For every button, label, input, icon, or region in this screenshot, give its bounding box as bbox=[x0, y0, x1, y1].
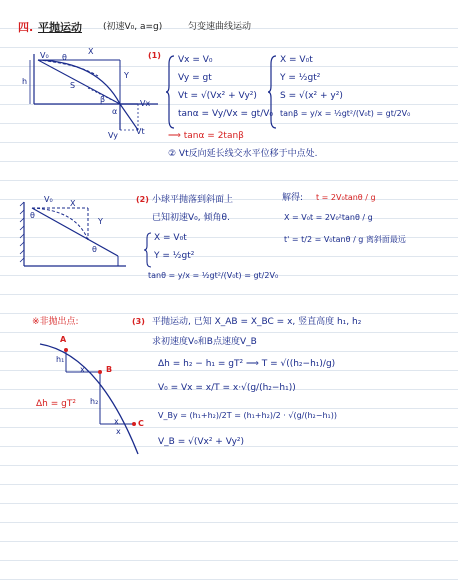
block2-line-1: 小球平抛落到斜面上 bbox=[152, 195, 234, 205]
block2-tag: (2) bbox=[136, 195, 149, 204]
fig3-h2-label: h₂ bbox=[90, 397, 99, 406]
brace-icon bbox=[166, 54, 176, 130]
block2-solve-t: t = 2V₀tanθ / g bbox=[316, 193, 376, 202]
velocity-eq-1: Vx = V₀ bbox=[178, 55, 213, 65]
fig1-beta-label: β bbox=[100, 95, 106, 104]
block2-eq-1: X = V₀t bbox=[154, 233, 187, 243]
velocity-eq-4: tanα = Vy/Vx = gt/V₀ bbox=[178, 109, 274, 119]
fig1-y-label: Y bbox=[124, 71, 129, 80]
block1-note-1: ⟹ tanα = 2tanβ bbox=[168, 131, 244, 141]
block3-side-eq: Δh = gT² bbox=[36, 399, 76, 409]
fig1-vy-label: Vy bbox=[108, 131, 118, 140]
fig3-h1-label: h₁ bbox=[56, 355, 65, 364]
block3-eq-3: V_By = (h₁+h₂)/2T = (h₁+h₂)/2 · √(g/(h₂−h₁)) bbox=[158, 411, 337, 420]
block3-eq-4: V_B = √(Vx² + Vy²) bbox=[158, 437, 245, 447]
fig3-x1-label: x bbox=[80, 365, 85, 374]
fig1-x-label: X bbox=[88, 47, 94, 56]
fig2-theta2-label: θ bbox=[92, 245, 97, 254]
block2-solve-t2: t' = t/2 = V₀tanθ / g 离斜面最远 bbox=[284, 235, 406, 244]
disp-eq-2: Y = ½gt² bbox=[280, 73, 321, 83]
block3-tag: (3) bbox=[132, 317, 145, 326]
fig2-y-label: Y bbox=[98, 217, 103, 226]
fig1-vx-label: Vx bbox=[140, 99, 151, 108]
fig1-h-label: h bbox=[22, 77, 28, 86]
disp-eq-4: tanβ = y/x = ½gt²/(V₀t) = gt/2V₀ bbox=[280, 109, 411, 118]
section-number: 四. bbox=[18, 21, 34, 34]
block2-line-2: 已知初速V₀, 倾角θ. bbox=[152, 213, 230, 223]
block2-eq-2: Y = ½gt² bbox=[154, 251, 195, 261]
fig2-theta-label: θ bbox=[30, 211, 35, 220]
fig1-v0-label: V₀ bbox=[40, 51, 49, 60]
fig1-alpha-label: α bbox=[112, 107, 118, 116]
block3-line-1: 平抛运动, 已知 X_AB = X_BC = x, 竖直高度 h₁, h₂ bbox=[152, 317, 362, 327]
block2-eq-3: tanθ = y/x = ½gt²/(V₀t) = gt/2V₀ bbox=[148, 271, 279, 280]
fig2-v0-label: V₀ bbox=[44, 195, 53, 204]
velocity-eq-2: Vy = gt bbox=[178, 73, 212, 83]
disp-eq-1: X = V₀t bbox=[280, 55, 313, 65]
fig3-x3-label: x bbox=[116, 427, 121, 436]
fig1-s-label: S bbox=[70, 81, 76, 90]
velocity-eq-3: Vt = √(Vx² + Vy²) bbox=[178, 91, 257, 101]
fig3-b-label: B bbox=[106, 365, 113, 374]
fig3-x2-label: x bbox=[114, 417, 119, 426]
block3-eq-1: Δh = h₂ − h₁ = gT² ⟹ T = √((h₂−h₁)/g) bbox=[158, 359, 336, 369]
section-title: 平抛运动 bbox=[38, 21, 82, 34]
header-description: 匀变速曲线运动 bbox=[188, 22, 252, 32]
block3-eq-2: V₀ = Vx = x/T = x·√(g/(h₂−h₁)) bbox=[158, 383, 296, 393]
brace-icon bbox=[268, 54, 278, 130]
fig3-a-label: A bbox=[60, 335, 67, 344]
fig1-vt-label: Vt bbox=[136, 127, 145, 136]
fig3-c-label: C bbox=[138, 419, 144, 428]
block2-solve-x: X = V₀t = 2V₀²tanθ / g bbox=[284, 213, 373, 222]
block3-line-2: 求初速度V₀和B点速度V_B bbox=[152, 337, 257, 347]
brace-icon bbox=[144, 232, 152, 268]
block1-note-2: ② Vt反向延长线交水平位移于中点处. bbox=[168, 149, 318, 159]
block1-tag: (1) bbox=[148, 51, 161, 60]
block3-side-title: ※非抛出点: bbox=[32, 317, 79, 327]
block2-solve-label: 解得: bbox=[282, 193, 304, 203]
header-condition: (初速V₀, a=g) bbox=[103, 22, 163, 32]
disp-eq-3: S = √(x² + y²) bbox=[280, 91, 343, 101]
fig2-x-label: X bbox=[70, 199, 76, 208]
fig1-theta-label: θ bbox=[62, 53, 67, 62]
